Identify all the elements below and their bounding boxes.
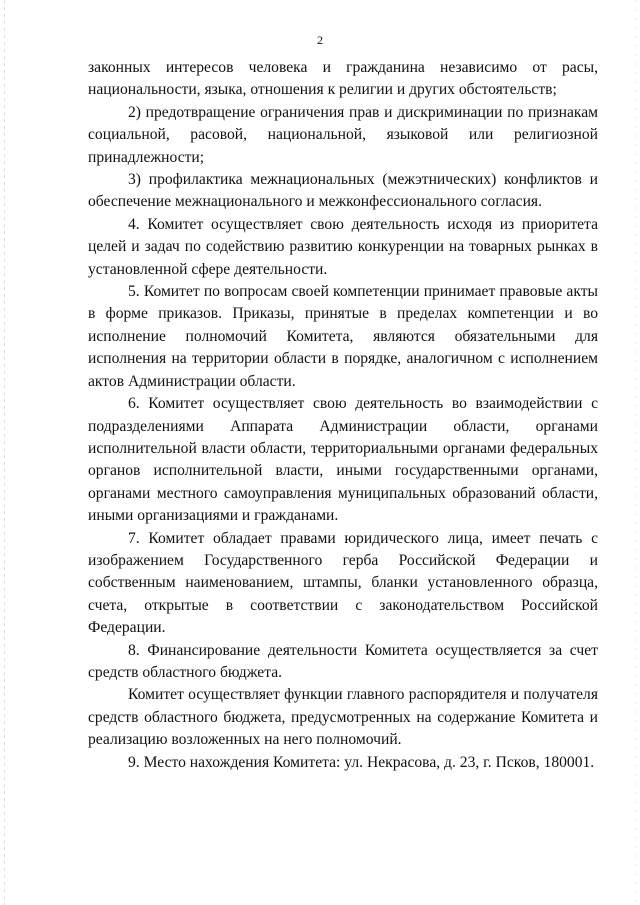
paragraph-8-functions: Комитет осуществляет функции главного распорядителя и получателя средств областного бюджета, предусмотренных на содержание Комитета и реализацию возложенных на него полномочий.	[88, 686, 598, 749]
paragraph-item-3: 3) профилактика межнациональных (межэтнических) конфликтов и обеспечение межнационального и межконфессионального согласия.	[88, 171, 598, 211]
document-body	[88, 57, 598, 774]
paragraph-9: 9. Место нахождения Комитета: ул. Некрасова, д. 23, г. Псков, 180001.	[128, 753, 595, 771]
scan-edge-right	[636, 0, 637, 905]
paragraph-6: 6. Комитет осуществляет свою деятельность во взаимодействии с подразделениями Аппарата Администрации области, органами исполнительной власти области, территориальными органами федеральных органов исполнительной власти, иными государственными органами, органами местного самоуправления муниципальных образований области, иными организациями и гражданами.	[88, 395, 598, 525]
paragraph-7: 7. Комитет обладает правами юридического лица, имеет печать с изображением Государственного герба Российской Федерации и собственным наименованием, штампы, бланки установленного образца, счета, открытые в соответствии с законодательством Российской Федерации.	[88, 529, 598, 637]
paragraph-item-2: 2) предотвращение ограничения прав и дискриминации по признакам социальной, расовой, национальной, языковой или религиозной принадлежности;	[88, 103, 598, 166]
page-number: 2	[317, 33, 323, 47]
paragraph-continuation: законных интересов человека и гражданина независимо от расы, национальности, языка, отношения к религии и других обстоятельств;	[88, 59, 598, 99]
paragraph-4: 4. Комитет осуществляет свою деятельность исходя из приоритета целей и задач по содействию развитию конкуренции на товарных рынках в установленной сфере деятельности.	[88, 215, 598, 278]
scan-edge-left	[4, 0, 5, 905]
paragraph-5: 5. Комитет по вопросам своей компетенции принимает правовые акты в форме приказов. Приказы, принятые в пределах компетенции и во исполнение полномочий Комитета, являются обязательными для исполнения на территории области в порядке, аналогичном с исполнением актов Администрации области.	[88, 283, 598, 390]
paragraph-8: 8. Финансирование деятельности Комитета осуществляется за счет средств областного бюджета.	[88, 641, 598, 681]
